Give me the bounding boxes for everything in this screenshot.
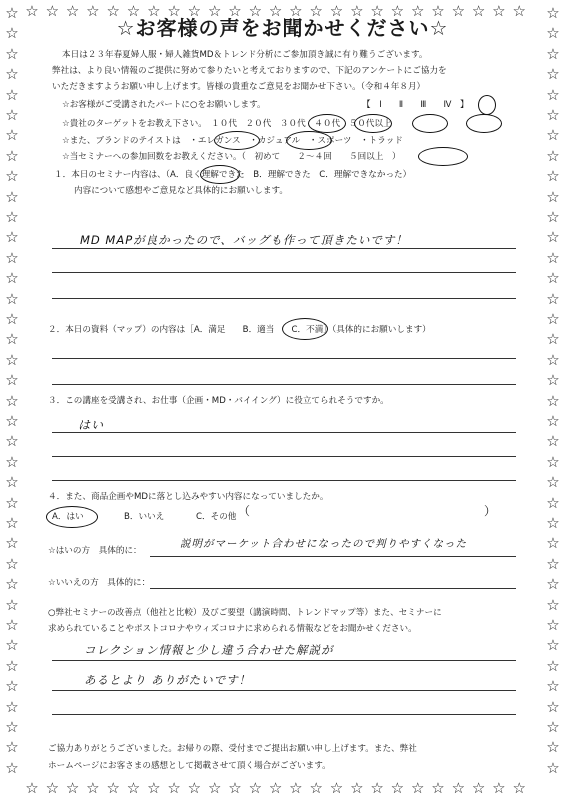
intro-line: 弊社は、より良い情報のご提供に努めて参りたいと考えておりますので、下記のアンケートにご協力を — [52, 66, 447, 76]
star-icon: ☆ — [5, 289, 19, 308]
star-icon: ☆ — [5, 738, 19, 757]
star-icon: ☆ — [546, 432, 560, 451]
star-icon: ☆ — [5, 4, 19, 22]
star-icon: ☆ — [5, 412, 19, 430]
star-icon: ☆ — [5, 616, 19, 634]
star-icon: ☆ — [5, 391, 19, 410]
star-icon: ☆ — [431, 2, 445, 20]
star-icon: ☆ — [546, 758, 560, 777]
star-icon: ☆ — [546, 24, 560, 43]
star-icon: ☆ — [45, 2, 60, 20]
answer-circle — [478, 95, 496, 115]
star-icon: ☆ — [546, 106, 560, 124]
star-icon: ☆ — [546, 146, 560, 165]
q3-question: ３．この講座を受講され、お仕事（企画・MD・バイイング）に役立てられそうですか。 — [48, 396, 389, 406]
star-icon: ☆ — [390, 779, 405, 797]
star-icon: ☆ — [5, 371, 19, 390]
star-icon: ☆ — [5, 697, 19, 716]
answer-circle — [200, 165, 240, 184]
star-icon: ☆ — [5, 452, 19, 471]
star-icon: ☆ — [248, 2, 263, 20]
q1-question: １．本日のセミナー内容は、（A．良く理解できた B．理解できた C．理解できなかった） — [54, 170, 412, 180]
star-icon: ☆ — [207, 2, 222, 20]
star-icon: ☆ — [5, 432, 19, 451]
star-icon: ☆ — [5, 473, 19, 492]
answer-line — [52, 384, 516, 385]
footer-line: ホームページにお客さまの感想として掲載させて頂く場合がございます。 — [48, 761, 331, 771]
star-icon: ☆ — [546, 228, 560, 247]
star-icon: ☆ — [5, 248, 19, 267]
answer-line — [52, 480, 516, 481]
star-icon: ☆ — [546, 248, 560, 267]
star-icon: ☆ — [5, 636, 19, 655]
answer-line — [52, 298, 516, 299]
star-icon: ☆ — [546, 350, 560, 369]
q4-option-c: C．その他 — [196, 512, 237, 522]
star-icon: ☆ — [106, 779, 120, 797]
star-icon: ☆ — [65, 779, 80, 797]
star-icon: ☆ — [546, 310, 560, 328]
star-icon: ☆ — [546, 85, 560, 104]
star-icon: ☆ — [546, 371, 560, 390]
answer-line — [150, 588, 516, 589]
star-icon: ☆ — [309, 779, 323, 797]
star-icon: ☆ — [5, 656, 19, 675]
footer-line: ご協力ありがとうございました。お帰りの際、受付までご提出お願い申し上げます。また、弊社 — [48, 744, 417, 754]
improve-answer: コレクション情報と少し違う合わせた解説が — [84, 643, 334, 657]
star-icon: ☆ — [86, 779, 100, 797]
star-icon: ☆ — [5, 758, 19, 777]
star-icon: ☆ — [546, 167, 560, 186]
star-icon: ☆ — [167, 2, 181, 20]
star-icon: ☆ — [431, 779, 445, 797]
intro-line: いただきますようお願い申し上げます。皆様の貴重なご意見をお聞かせ下さい。（令和４年８月） — [52, 82, 426, 92]
answer-line — [52, 272, 516, 273]
star-icon: ☆ — [5, 106, 19, 124]
star-icon: ☆ — [546, 391, 560, 410]
star-icon: ☆ — [309, 2, 323, 20]
part-question: ☆お客様がご受講されたパートに○をお願いします。 — [62, 100, 266, 110]
star-icon: ☆ — [228, 779, 242, 797]
star-icon: ☆ — [451, 779, 466, 797]
star-icon: ☆ — [65, 2, 80, 20]
star-icon: ☆ — [492, 2, 506, 20]
part-options: 【 Ⅰ Ⅱ Ⅲ Ⅳ 】 — [362, 100, 469, 110]
star-icon: ☆ — [207, 779, 222, 797]
star-icon: ☆ — [45, 779, 60, 797]
answer-circle — [418, 147, 468, 166]
q2-question: ２．本日の資料（マップ）の内容は［A．満足 B．適当 C．不満］（具体的にお願いします） — [48, 325, 431, 335]
star-icon: ☆ — [546, 595, 560, 614]
answer-line — [150, 556, 516, 557]
star-icon: ☆ — [5, 187, 19, 206]
star-icon: ☆ — [5, 330, 19, 349]
star-icon: ☆ — [471, 779, 486, 797]
star-icon: ☆ — [268, 2, 283, 20]
answer-circle — [308, 114, 346, 133]
star-icon: ☆ — [5, 310, 19, 328]
star-icon: ☆ — [546, 44, 560, 63]
star-icon: ☆ — [370, 2, 384, 20]
star-icon: ☆ — [329, 779, 344, 797]
star-icon: ☆ — [268, 779, 283, 797]
star-icon: ☆ — [187, 2, 202, 20]
star-icon: ☆ — [167, 779, 181, 797]
star-icon: ☆ — [350, 779, 364, 797]
star-icon: ☆ — [546, 208, 560, 226]
answer-circle — [46, 506, 98, 528]
q1-answer: MD MAPが良かったので、バッグも作って頂きたいです！ — [80, 233, 408, 247]
star-icon: ☆ — [25, 2, 39, 20]
star-icon: ☆ — [370, 779, 384, 797]
star-icon: ☆ — [5, 269, 19, 288]
star-icon: ☆ — [546, 187, 560, 206]
taste-question: ☆また、ブランドのテイストは ・エレガンス ・カジュアル ・スポーツ ・トラッド — [62, 136, 403, 146]
star-icon: ☆ — [147, 779, 161, 797]
star-icon: ☆ — [248, 779, 263, 797]
star-icon: ☆ — [546, 718, 560, 736]
star-icon: ☆ — [546, 738, 560, 757]
star-icon: ☆ — [5, 167, 19, 186]
star-icon: ☆ — [25, 779, 39, 797]
improve-answer: あるとより ありがたいです！ — [84, 673, 252, 687]
star-icon: ☆ — [546, 616, 560, 634]
answer-line — [52, 660, 516, 661]
answer-line — [52, 432, 516, 433]
q4-question: ４．また、商品企画やMDに落とし込みやすい内容になっていましたか。 — [48, 492, 329, 502]
star-icon: ☆ — [512, 779, 526, 797]
star-icon: ☆ — [106, 2, 120, 20]
star-icon: ☆ — [5, 44, 19, 63]
star-icon: ☆ — [546, 412, 560, 430]
star-icon: ☆ — [546, 554, 560, 573]
star-icon: ☆ — [546, 4, 560, 22]
answer-circle — [466, 114, 502, 133]
star-icon: ☆ — [546, 289, 560, 308]
star-icon: ☆ — [289, 779, 303, 797]
q4-no-label: ☆いいえの方 具体的に： — [48, 578, 151, 588]
star-icon: ☆ — [350, 2, 364, 20]
star-icon: ☆ — [5, 514, 19, 532]
star-icon: ☆ — [546, 493, 560, 512]
star-icon: ☆ — [329, 2, 344, 20]
answer-circle — [354, 114, 392, 133]
page-title: ☆お客様の声をお聞かせください☆ — [116, 16, 449, 40]
star-icon: ☆ — [5, 493, 19, 512]
star-icon: ☆ — [410, 779, 425, 797]
star-icon: ☆ — [451, 2, 466, 20]
count-question: ☆当セミナーへの参加回数をお教えください。（ 初めて ２～４回 ５回以上 ） — [62, 152, 401, 162]
star-icon: ☆ — [390, 2, 405, 20]
bracket: （ — [238, 504, 251, 518]
star-icon: ☆ — [5, 575, 19, 594]
star-icon: ☆ — [546, 677, 560, 696]
star-icon: ☆ — [126, 2, 141, 20]
q4-yes-label: ☆はいの方 具体的に： — [48, 546, 142, 556]
answer-line — [52, 248, 516, 249]
star-icon: ☆ — [512, 2, 526, 20]
star-icon: ☆ — [492, 779, 506, 797]
intro-line: 本日は２３年春夏婦人服・婦人雑貨MD＆トレンド分析にご参加頂き誠に有り難うございます。 — [62, 50, 428, 60]
improve-question: 求められていることやポストコロナやウィズコロナに求められる情報などをお聞かせください。 — [48, 624, 417, 634]
star-icon: ☆ — [5, 677, 19, 696]
star-icon: ☆ — [5, 208, 19, 226]
q4-option-b: B．いいえ — [124, 512, 165, 522]
star-icon: ☆ — [546, 65, 560, 84]
star-icon: ☆ — [5, 595, 19, 614]
star-icon: ☆ — [86, 2, 100, 20]
star-icon: ☆ — [546, 126, 560, 145]
star-icon: ☆ — [546, 534, 560, 553]
star-icon: ☆ — [147, 2, 161, 20]
answer-circle — [412, 114, 448, 133]
star-icon: ☆ — [5, 65, 19, 84]
answer-circle — [282, 318, 328, 340]
q3-answer: はい — [78, 418, 105, 432]
star-icon: ☆ — [5, 146, 19, 165]
q4-yes-answer: 説明がマーケット合わせになったので判りやすくなった — [180, 538, 467, 550]
star-icon: ☆ — [546, 514, 560, 532]
star-icon: ☆ — [126, 779, 141, 797]
star-icon: ☆ — [546, 697, 560, 716]
target-question: ☆貴社のターゲットをお教え下さい。 １０代 ２０代 ３０代 ４０代 ５０代以上 — [62, 119, 392, 129]
answer-circle — [286, 131, 332, 150]
answer-line — [52, 358, 516, 359]
answer-line — [52, 714, 516, 715]
star-icon: ☆ — [5, 350, 19, 369]
q1-sub: 内容について感想やご意見など具体的にお願いします。 — [74, 186, 288, 196]
star-icon: ☆ — [410, 2, 425, 20]
star-icon: ☆ — [546, 330, 560, 349]
star-icon: ☆ — [546, 269, 560, 288]
answer-line — [52, 690, 516, 691]
star-icon: ☆ — [187, 779, 202, 797]
q4-option-a: A．はい — [52, 512, 84, 522]
star-icon: ☆ — [5, 554, 19, 573]
answer-line — [52, 456, 516, 457]
star-icon: ☆ — [546, 636, 560, 655]
star-icon: ☆ — [546, 656, 560, 675]
star-icon: ☆ — [546, 473, 560, 492]
star-icon: ☆ — [5, 228, 19, 247]
star-icon: ☆ — [5, 24, 19, 43]
improve-question: ○弊社セミナーの改善点（他社と比較）及びご要望（講演時間、トレンドマップ等）また、セミナーに — [48, 608, 442, 618]
star-icon: ☆ — [471, 2, 486, 20]
star-icon: ☆ — [5, 85, 19, 104]
star-icon: ☆ — [546, 575, 560, 594]
bracket: ） — [484, 504, 497, 518]
answer-circle — [214, 131, 260, 150]
star-icon: ☆ — [5, 126, 19, 145]
star-icon: ☆ — [289, 2, 303, 20]
star-icon: ☆ — [546, 452, 560, 471]
star-icon: ☆ — [228, 2, 242, 20]
star-icon: ☆ — [5, 534, 19, 553]
star-icon: ☆ — [5, 718, 19, 736]
